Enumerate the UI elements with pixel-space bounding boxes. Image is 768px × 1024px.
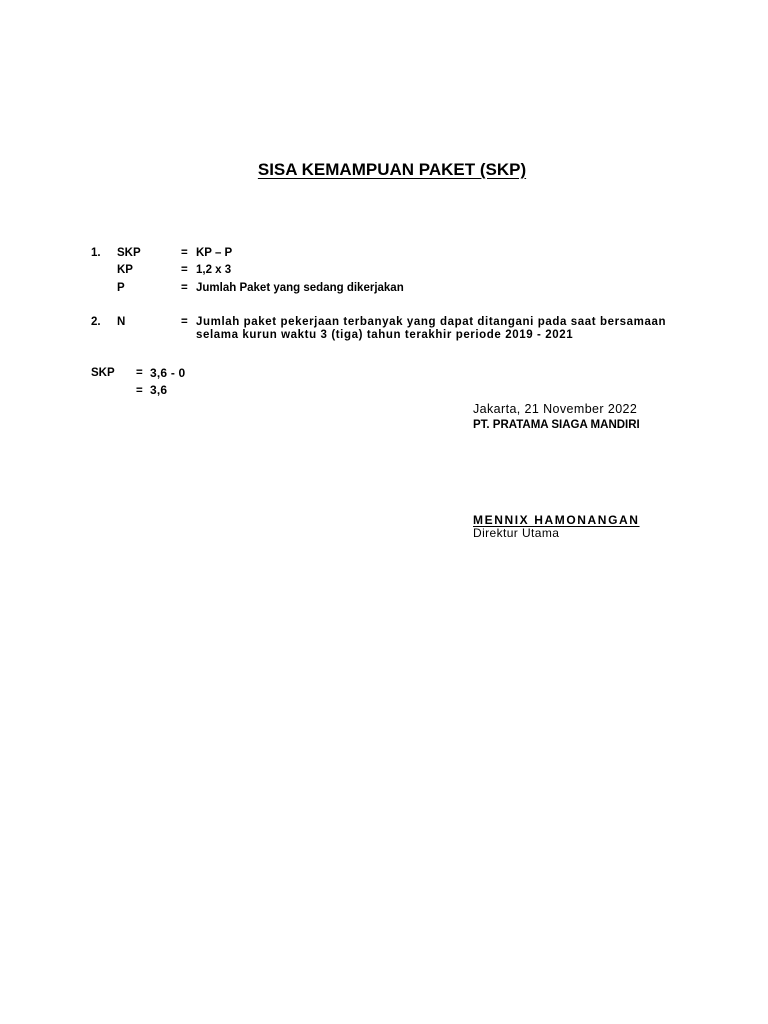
item-value-p: Jumlah Paket yang sedang dikerjakan (196, 282, 404, 294)
result-value-2: 3,6 (150, 383, 168, 397)
item-equals: = (181, 247, 188, 259)
signatory-position: Direktur Utama (473, 526, 560, 540)
item-value-n-line1: Jumlah paket pekerjaan terbanyak yang dapat ditangani pada saat bersamaan (196, 316, 667, 328)
item-value-kp: 1,2 x 3 (196, 264, 232, 276)
item-equals: = (181, 316, 188, 328)
result-equals-2: = (136, 385, 143, 397)
item-label-skp: SKP (117, 247, 141, 259)
result-equals-1: = (136, 367, 143, 379)
company-name: PT. PRATAMA SIAGA MANDIRI (473, 419, 640, 431)
item-number-1: 1. (91, 247, 101, 259)
document-title: SISA KEMAMPUAN PAKET (SKP) (257, 160, 527, 179)
item-label-kp: KP (117, 264, 133, 276)
item-equals: = (181, 282, 188, 294)
item-label-p: P (117, 282, 125, 294)
result-label-skp: SKP (91, 367, 115, 379)
item-value-skp: KP – P (196, 247, 233, 259)
signatory-name: MENNIX HAMONANGAN (473, 513, 640, 527)
item-number-2: 2. (91, 316, 101, 328)
item-equals: = (181, 264, 188, 276)
item-value-n-line2: selama kurun waktu 3 (tiga) tahun terakhir periode 2019 - 2021 (196, 329, 574, 341)
item-label-n: N (117, 316, 126, 328)
place-date: Jakarta, 21 November 2022 (473, 402, 638, 416)
result-value-1: 3,6 - 0 (150, 366, 186, 380)
